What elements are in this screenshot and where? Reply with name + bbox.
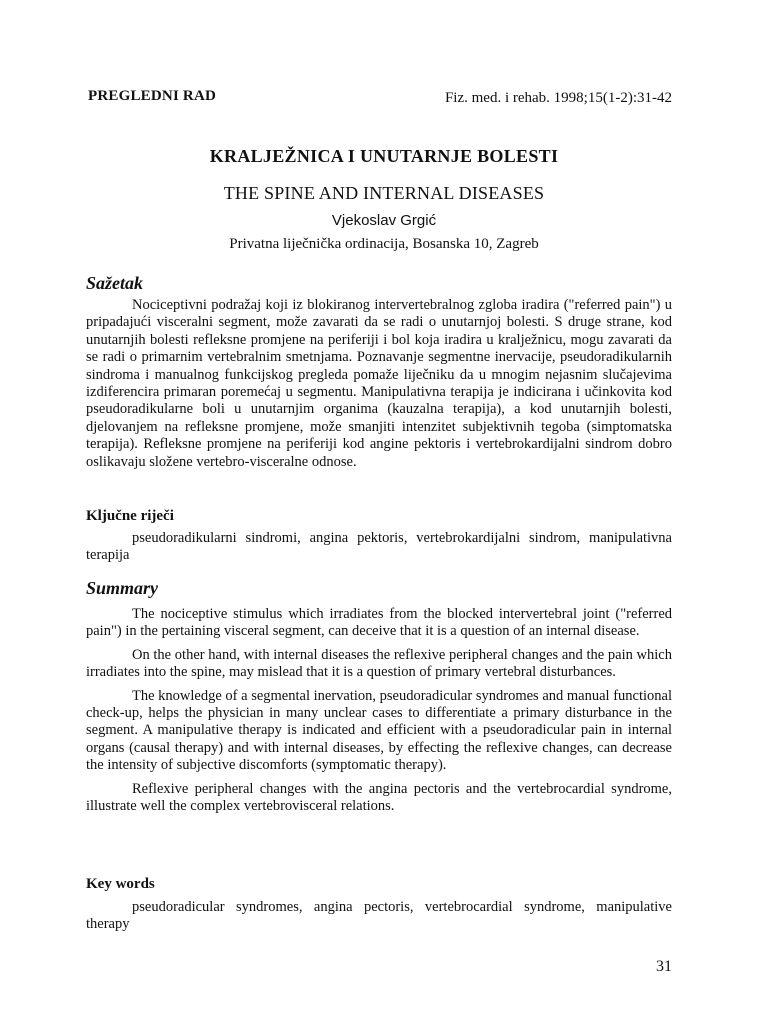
article-type-label: PREGLEDNI RAD xyxy=(88,88,217,104)
author-name: Vjekoslav Grgić xyxy=(331,212,437,229)
kljucne-rijeci-block xyxy=(86,530,672,565)
sazetak-paragraph: Nociceptivni podražaj koji iz blokiranog intervertebralnog zgloba iradira ("referred pain") u pripadajući visceralni segment, može zavarati da se radi o unutarnjoj bolesti. S druge strane, kod unutarnjih bolesti refleksne promjene na periferiji i bol koja iradira u kralježnicu, mogu zavarati da se radi o primarnim vertebralnim smetnjama. Poznavanje segmentne inervacije, pseudoradikularnih sindroma i manualnog funkcijskog pregleda pomaže liječniku da u mnogim nejasnim slučajevima izdiferencira primaran poremećaj u segmentu. Manipulativna terapija je indicirana i učinkovita kod pseudoradikularne boli u unutarnjim organima (kauzalna terapija), a kod unutarnjih bolesti, djelovanjem na refleksne promjene, može smanjiti intenzitet subjektivnih tegoba (simptomatska terapija). Refleksne promjene na periferiji kod angine pektoris i vertebrokardijalni sindrom dobro oslikavaju složene vertebro-visceralne odnose. xyxy=(86,297,672,470)
paper-title: KRALJEŽNICA I UNUTARNJE BOLESTI xyxy=(209,146,559,166)
journal-citation: Fiz. med. i rehab. 1998;15(1-2):31-42 xyxy=(444,90,672,106)
key-words-heading: Key words xyxy=(86,876,155,892)
sazetak-heading: Sažetak xyxy=(86,273,144,293)
kljucne-rijeci-text: pseudoradikularni sindromi, angina pektoris, vertebrokardijalni sindrom, manipulativna terapija xyxy=(86,530,672,564)
page-number: 31 xyxy=(656,958,672,975)
summary-heading: Summary xyxy=(86,578,159,598)
key-words-text: pseudoradicular syndromes, angina pectoris, vertebrocardial syndrome, manipulative therapy xyxy=(86,899,672,933)
kljucne-rijeci-heading: Ključne riječi xyxy=(86,508,174,524)
summary-abstract xyxy=(86,606,672,815)
summary-paragraph: The nociceptive stimulus which irradiates from the blocked intervertebral joint ("referred pain") in the pertaining visceral segment, can deceive that it is a question of an internal disease. xyxy=(86,606,672,640)
summary-paragraph: On the other hand, with internal diseases the reflexive peripheral changes and the pain which irradiates into the spine, may mislead that it is a question of primary vertebral disturbances. xyxy=(86,646,672,681)
summary-paragraph: The knowledge of a segmental inervation, pseudoradicular syndromes and manual functional check-up, helps the physician in many unclear cases to differentiate a primary disturbance in the segment. A manipulative therapy is indicated and efficient with a pseudoradicular pain in internal organs (causal therapy) and with internal diseases, by effecting the reflexive changes, can decrease the intensity of subjective discomforts (symptomatic therapy). xyxy=(86,687,672,774)
author-affiliation: Privatna liječnička ordinacija, Bosanska 10, Zagreb xyxy=(229,236,539,252)
sazetak-abstract xyxy=(86,297,672,471)
paper-subtitle-english: THE SPINE AND INTERNAL DISEASES xyxy=(223,183,545,203)
summary-paragraph: Reflexive peripheral changes with the angina pectoris and the vertebrocardial syndrome, illustrate well the complex vertebrovisceral relations. xyxy=(86,780,672,815)
key-words-block xyxy=(86,899,672,934)
